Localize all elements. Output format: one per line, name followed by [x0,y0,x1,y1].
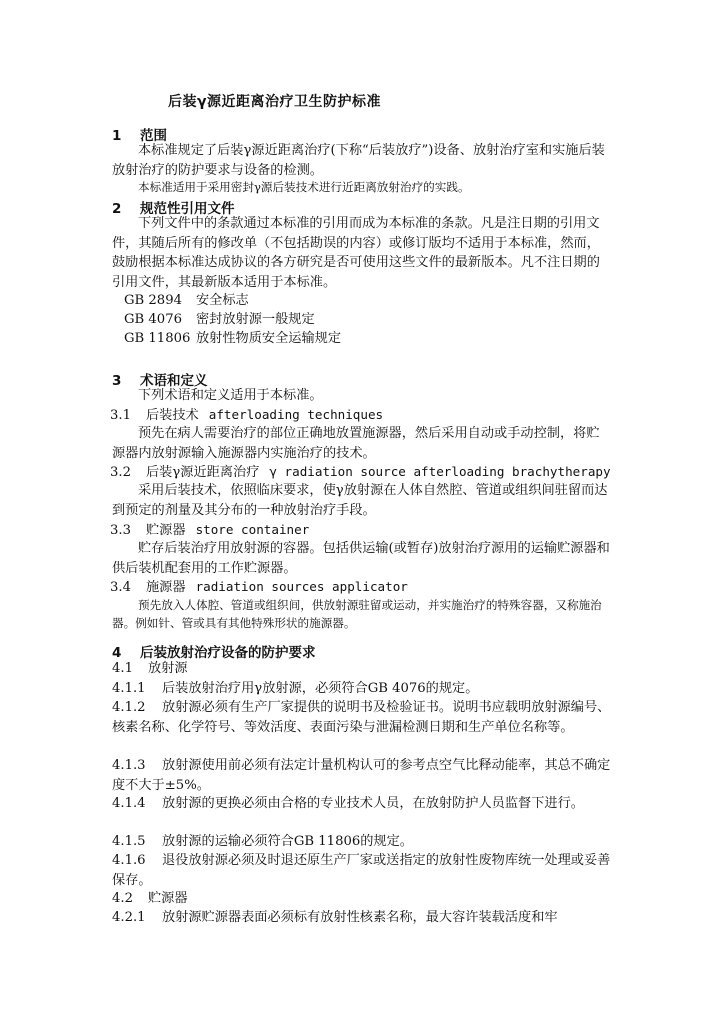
reference-item [124,291,249,310]
term-definition: 贮存后装治疗用放射源的容器。包括供运输(或暂存)放射治疗源用的运输贮源器和供后装机配套用的工作贮源器。 [112,541,610,576]
clause-text: 放射源的更换必须由合格的专业技术人员，在放射防护人员监督下进行。 [162,796,584,811]
document-title: 后装γ源近距离治疗卫生防护标准 [168,94,382,110]
clause-item [112,832,612,852]
clause-item [112,698,612,737]
clause-number: 4.1.5 [112,834,146,849]
term-heading [110,577,408,597]
clause-item [112,794,612,814]
term-definition: 预先在病人需要治疗的部位正确地放置施源器，然后采用自动或手动控制，将贮源器内放射源输入施源器内实施治疗的技术。 [112,426,600,461]
term-en: γ radiation source afterloading brachytherapy [269,464,611,479]
reference-code: GB 2894 [124,293,182,308]
term-cn: 后装技术 [146,408,199,423]
clause-item [112,851,612,890]
clause-item [112,679,612,699]
reference-item [124,310,315,329]
section-1-scope-note: 本标准适用于采用密封γ源后装技术进行近距离放射治疗的实践。 [138,180,470,194]
term-en: radiation sources applicator [195,579,408,594]
clause-number: 4.1.1 [112,681,146,696]
term-heading [110,405,383,425]
term-number: 3.3 [110,523,131,538]
term-cn: 后装γ源近距离治疗 [146,465,260,480]
term-number: 3.4 [110,580,131,595]
section-number: 1 [112,128,122,144]
reference-code: GB 4076 [124,312,182,327]
clause-number: 4.1.4 [112,796,146,811]
term-cn: 施源器 [146,580,186,595]
clause-item [112,756,612,795]
clause-text: 放射源贮源器表面必须标有放射性核素名称，最大容许装载活度和牢 [162,910,558,925]
section-number: 2 [112,201,122,217]
clause-text: 退役放射源必须及时退还原生产厂家或送指定的放射性废物库统一处理或妥善保存。 [112,853,611,888]
section-title: 后装放射治疗设备的防护要求 [140,645,316,661]
reference-name: 安全标志 [196,293,249,308]
clause-number: 4.1 [112,661,133,676]
term-definition: 采用后装技术，依照临床要求，使γ放射源在人体自然腔、管道或组织间驻留而达到预定的剂量及其分布的一种放射治疗手段。 [112,483,608,518]
clause-item [112,659,612,679]
clause-text: 贮源器 [148,891,188,906]
term-definition: 预先放入人体腔、管道或组织间，供放射源驻留或运动，并实施治疗的特殊容器，又称施治器。例如针、管或具有其他特殊形状的施源器。 [112,598,602,630]
section-2-paragraph: 下列文件中的条款通过本标准的引用而成为本标准的条款。凡是注日期的引用文件，其随后所有的修改单（不包括勘误的内容）或修订版均不适用于本标准，然而，鼓励根据本标准达成协议的各方研究是否可使用这些文件的最新版本。凡不注日期的引用文件，其最新版本适用于本标准。 [112,216,600,290]
term-number: 3.1 [110,408,131,423]
clause-text: 放射源的运输必须符合GB 11806的规定。 [162,834,413,849]
term-heading [110,520,309,540]
clause-number: 4.1.2 [112,700,146,715]
term-en: afterloading techniques [208,407,384,422]
section-4-heading [112,641,316,661]
reference-name: 放射性物质安全运输规定 [196,331,342,346]
clause-text: 放射源 [148,661,188,676]
section-1-paragraph: 本标准规定了后装γ源近距离治疗(下称“后装放疗”)设备、放射治疗室和实施后装放射治疗的防护要求与设备的检测。 [112,143,605,178]
clause-item [112,889,612,909]
section-title: 术语和定义 [140,373,208,389]
term-cn: 贮源器 [146,523,186,538]
reference-item [124,329,341,348]
clause-number: 4.2.1 [112,910,146,925]
clause-text: 放射源使用前必须有法定计量机构认可的参考点空气比释动能率，其总不确定度不大于±5%。 [112,758,611,793]
term-en: store container [195,522,310,537]
term-heading [110,462,611,482]
section-title: 规范性引用文件 [140,201,235,217]
clause-number: 4.2 [112,891,133,906]
reference-name: 密封放射源一般规定 [196,312,315,327]
clause-item [112,908,612,928]
section-number: 3 [112,373,122,389]
clause-number: 4.1.6 [112,853,146,868]
reference-code: GB 11806 [124,331,191,346]
section-3-intro: 下列术语和定义适用于本标准。 [138,388,323,403]
section-title: 范围 [140,128,167,144]
clause-number: 4.1.3 [112,758,146,773]
section-number: 4 [112,645,122,661]
clause-text: 后装放射治疗用γ放射源，必须符合GB 4076的规定。 [162,681,479,696]
term-number: 3.2 [110,465,131,480]
clause-text: 放射源必须有生产厂家提供的说明书及检验证书。说明书应载明放射源编号、核素名称、化学符号、等效活度、表面污染与泄漏检测日期和生产单位名称等。 [112,700,611,735]
